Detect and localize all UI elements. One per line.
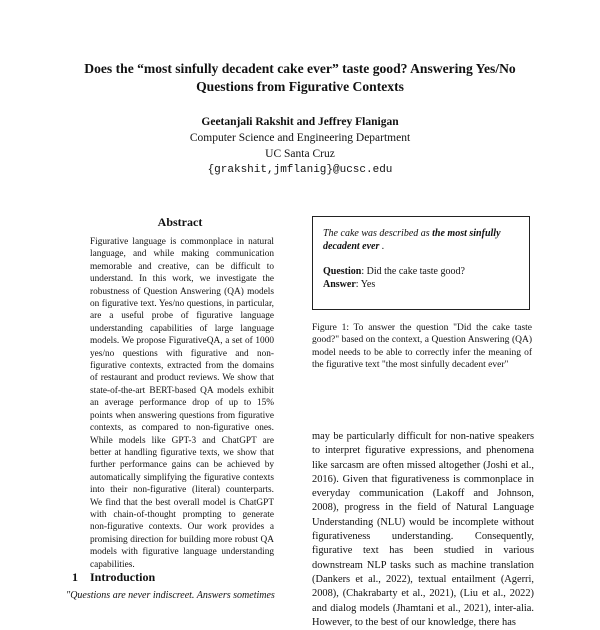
- context-prefix: The cake was described as: [323, 228, 433, 239]
- author-email: {grakshit,jmflanig}@ucsc.edu: [207, 164, 393, 176]
- author-block: [100, 114, 500, 178]
- figure-context: [323, 227, 519, 253]
- abstract-heading: Abstract: [157, 215, 203, 229]
- section-number: 1: [72, 570, 78, 584]
- university: UC Santa Cruz: [265, 148, 335, 160]
- author-names: Geetanjali Rakshit and Jeffrey Flanigan: [201, 116, 399, 128]
- figure-caption: Figure 1: To answer the question "Did the cake taste good?" based on the context, a Question Answering (QA) model needs to be able to correctly infer the meaning of the figurative text "the most sinfully decadent ever": [312, 323, 532, 370]
- introduction-quote: "Questions are never indiscreet. Answers sometimes: [66, 590, 275, 601]
- introduction-heading: [72, 570, 292, 585]
- answer-label: Answer: [323, 279, 356, 290]
- question-label: Question: [323, 266, 362, 277]
- department: Computer Science and Engineering Department: [189, 132, 411, 144]
- paper-title: Does the “most sinfully decadent cake ever” taste good? Answering Yes/No Questions from Figurative Contexts: [84, 61, 516, 94]
- context-suffix: .: [379, 241, 385, 252]
- figure-example-box: [312, 216, 530, 310]
- question-text: : Did the cake taste good?: [361, 266, 465, 277]
- body-text-right-column: may be particularly difficult for non-native speakers to interpret figurative expressions, and phenomena like sarcasm are often missed altogether (Joshi et al., 2016). Given that figurativeness is commonplace in everyday communication (Lakoff and Johnson, 2008), progress in the field of Natural Language Understanding (NLU) would be incomplete without figurativeness understanding. Consequently, figurative text has been studied in various downstream NLP tasks such as machine translation (Dankers et al., 2022), textual entailment (Agerri, 2008), (Chakrabarty et al., 2021), (Liu et al., 2022) and dialog models (Jhamtani et al., 2021), inter-alia. However, to the best of our knowledge, there has: [312, 431, 534, 628]
- answer-text: : Yes: [355, 279, 376, 290]
- abstract-text: Figurative language is commonplace in natural language, and while making communication memorable and creative, can be difficult to understand. In this work, we investigate the robustness of Question Answering (QA) models on figurative text. Yes/no questions, in particular, are a useful probe of figurative language understanding capabilities of large language models. We propose FigurativeQA, a set of 1000 yes/no questions with figurative and non-figurative contexts, extracted from the domains of restaurant and product reviews. We show that state-of-the-art BERT-based QA models exhibit an average performance drop of up to 15% points when answering questions from figurative contexts, as compared to non-figurative ones. While models like GPT-3 and ChatGPT are better at handling figurative texts, we show that further performance gains can be achieved by automatically simplifying the figurative contexts into their non-figurative (literal) counterparts. We find that the best overall model is ChatGPT with chain-of-thought prompting to generate non-figurative contexts. Our work provides a promising direction for building more robust QA models with figurative language understanding capabilities.: [90, 237, 274, 570]
- figure-answer: [323, 278, 519, 291]
- section-title: Introduction: [90, 570, 156, 584]
- figure-question: [323, 265, 519, 278]
- figurative-phrase: the most sinfully decadent ever: [323, 228, 501, 252]
